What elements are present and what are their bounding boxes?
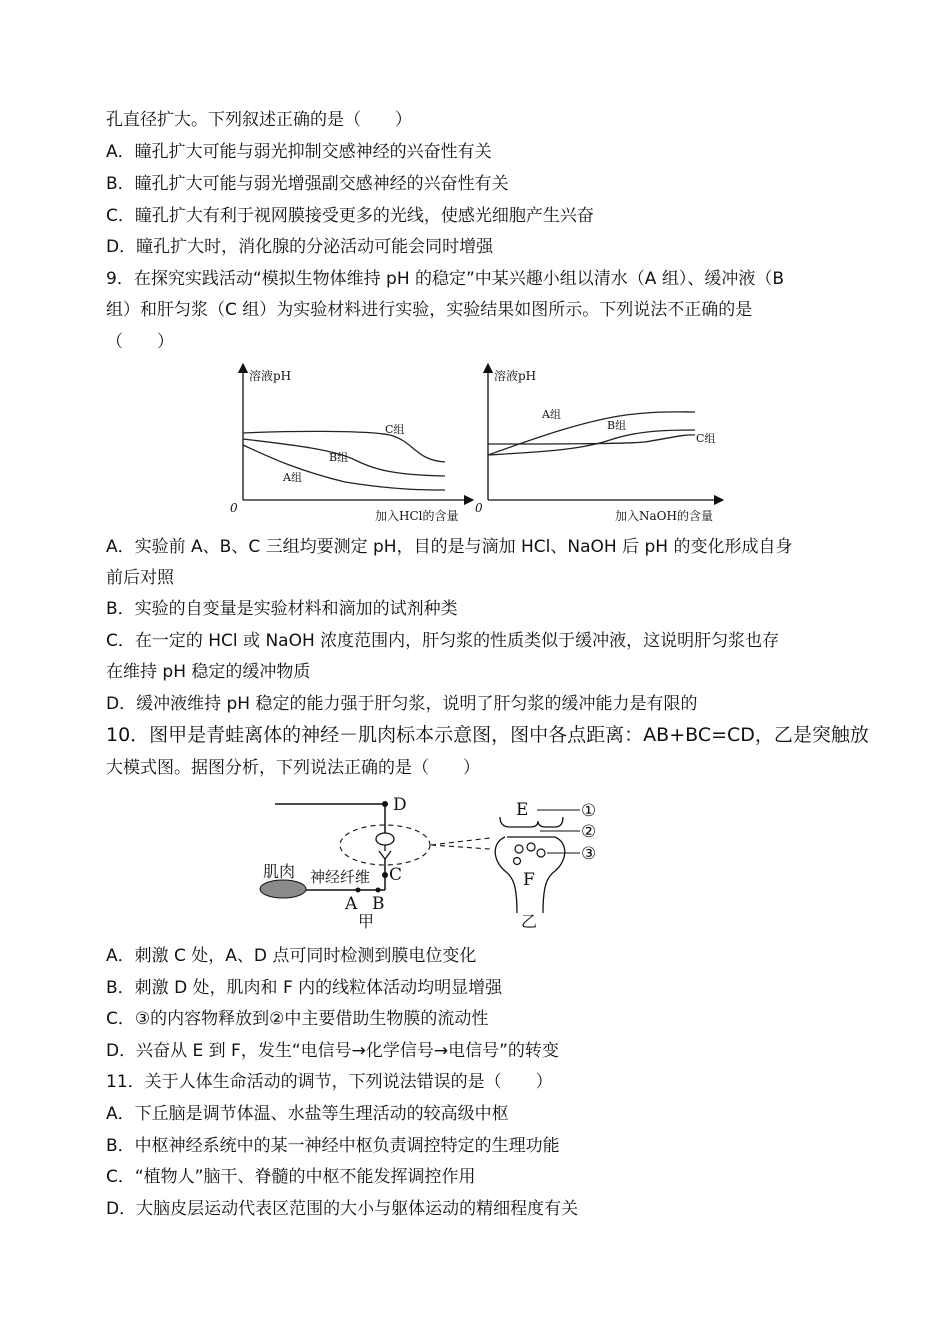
q9-option-d: D．缓冲液维持 pH 稳定的能力强于肝匀浆，说明了肝匀浆的缓冲能力是有限的 [106,694,698,714]
q8-stem-end: 孔直径扩大。下列叙述正确的是（ ） [106,110,412,130]
label-e: E [516,800,529,820]
chart-hcl [225,360,475,525]
q11-option-b: B．中枢神经系统中的某一神经中枢负责调控特定的生理功能 [106,1136,560,1156]
point-a-label: A [345,894,358,914]
q10-option-b: B．刺激 D 处，肌肉和 F 内的线粒体活动均明显增强 [106,978,503,998]
chart-naoh-xlabel: 加入NaOH的含量 [615,509,713,523]
q11-option-d: D．大脑皮层运动代表区范围的大小与躯体运动的精细程度有关 [106,1199,579,1219]
label-3: ③ [581,844,597,864]
label-f: F [523,870,535,890]
q11-stem: 11．关于人体生命活动的调节，下列说法错误的是（ ） [106,1072,553,1092]
point-d-label: D [393,795,407,815]
chart-naoh-series-a [488,412,695,455]
q9-stem-line1: 9．在探究实践活动“模拟生物体维持 pH 的稳定”中某兴趣小组以清水（A 组）、缓冲液（B [106,269,785,289]
neuromuscular-figure [255,793,635,935]
chart-naoh-series-c [488,435,695,444]
q10-option-a: A．刺激 C 处，A、D 点可同时检测到膜电位变化 [106,946,477,966]
q9-option-a-line1: A．实验前 A、B、C 三组均要测定 pH，目的是与滴加 HCl、NaOH 后 pH 的变化形成自身 [106,537,793,557]
point-b-label: B [372,894,385,914]
label-2: ② [581,822,597,842]
q11-option-a: A．下丘脑是调节体温、水盐等生理活动的较高级中枢 [106,1104,509,1124]
q10-stem-line2: 大模式图。据图分析，下列说法正确的是（ ） [106,758,480,778]
chart-naoh [470,360,725,525]
nerve-fiber-label: 神经纤维 [310,868,371,886]
q11-option-c: C．“植物人”脑干、脊髓的中枢不能发挥调控作用 [106,1167,476,1187]
q9-option-c-line2: 在维持 pH 稳定的缓冲物质 [106,662,311,682]
chart-naoh-label-b: B组 [607,419,627,432]
q10-option-d: D．兴奋从 E 到 F，发生“电信号→化学信号→电信号”的转变 [106,1041,559,1061]
q9-stem-line2: 组）和肝匀浆（C 组）为实验材料进行实验，实验结果如图所示。下列说法不正确的是 [106,300,753,320]
q8-option-b: B．瞳孔扩大可能与弱光增强副交感神经的兴奋性有关 [106,174,509,194]
q9-stem-line3: （ ） [106,332,174,352]
chart-hcl-label-c: C组 [385,423,405,436]
q9-option-b: B．实验的自变量是实验材料和滴加的试剂种类 [106,599,458,619]
chart-naoh-ylabel: 溶液pH [494,369,537,383]
figure-jia [260,795,490,931]
chart-hcl-origin: 0 [230,501,238,515]
label-1: ① [581,801,597,821]
caption-jia: 甲 [358,912,375,931]
muscle-label: 肌肉 [263,862,296,881]
q9-option-a-line2: 前后对照 [106,568,174,588]
chart-naoh-series-b [488,430,695,455]
q8-option-c: C．瞳孔扩大有利于视网膜接受更多的光线，使感光细胞产生兴奋 [106,206,594,226]
chart-hcl-xlabel: 加入HCl的含量 [375,509,459,523]
q9-option-c-line1: C．在一定的 HCl 或 NaOH 浓度范围内，肝匀浆的性质类似于缓冲液，这说明肝匀浆也存 [106,631,780,651]
q8-option-d: D．瞳孔扩大时，消化腺的分泌活动可能会同时增强 [106,237,494,257]
chart-hcl-ylabel: 溶液pH [249,369,292,383]
figure-yi [495,800,596,931]
chart-hcl-label-b: B组 [329,451,349,464]
point-c-label: C [389,865,403,885]
q10-stem-line1: 10．图甲是青蛙离体的神经－肌肉标本示意图，图中各点距离：AB+BC=CD，乙是突触放 [106,724,869,746]
chart-hcl-label-a: A组 [283,471,302,484]
chart-naoh-label-a: A组 [542,408,561,421]
q8-option-a: A．瞳孔扩大可能与弱光抑制交感神经的兴奋性有关 [106,142,492,162]
caption-yi: 乙 [521,912,538,931]
chart-naoh-origin: 0 [475,501,483,515]
chart-naoh-label-c: C组 [696,432,716,445]
q10-option-c: C．③的内容物释放到②中主要借助生物膜的流动性 [106,1009,489,1029]
